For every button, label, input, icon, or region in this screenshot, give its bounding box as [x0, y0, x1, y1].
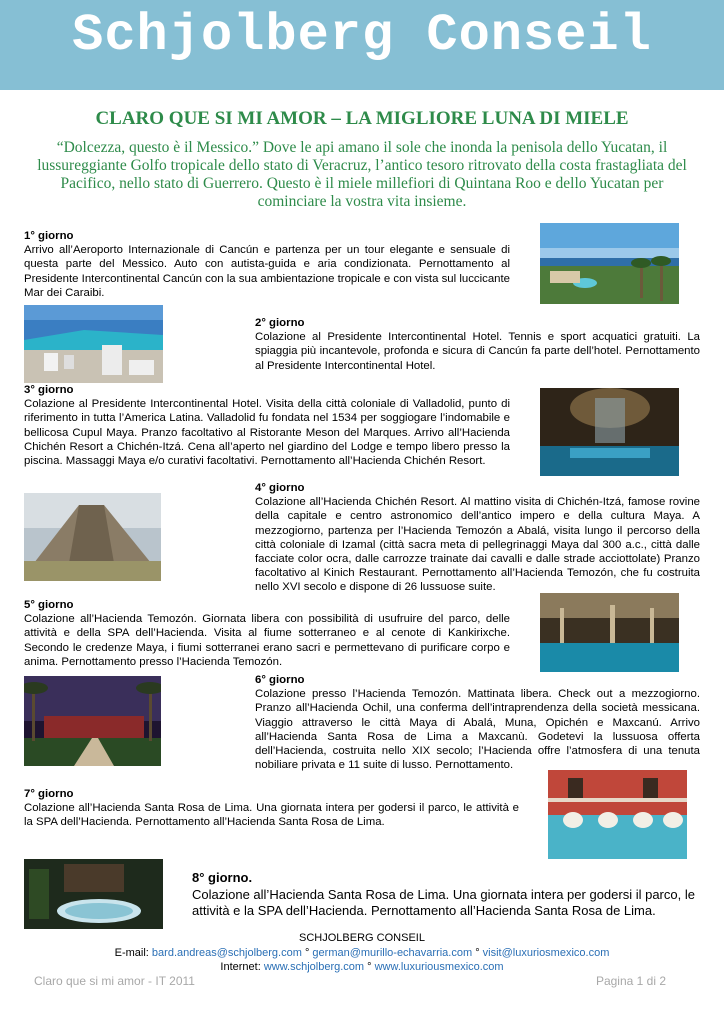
day-6 [255, 673, 700, 772]
day-1 [24, 229, 510, 300]
day-heading: 6° giorno [255, 674, 305, 686]
day-text: Colazione presso l’Hacienda Temozón. Mattinata libera. Check out a mezzogiorno. Pranzo all’Hacienda Ochil, una conferma dell’intraprendenza della società messicana. Viaggio attraverso le città Maya di Abalá, Muna, Opichén e Maxcanú. Arrivo all’Hacienda Santa Rosa de Lima a Maxcanù. Godetevi la lussuosa offerta dell’Hacienda, costruita nello XIX secolo; l’Hacienda offre l’atmosfera di una tenuta nobiliare privata e 11 suite di lusso. Pernottamento. [255, 688, 700, 772]
photo-chichen-itza-pyramid [24, 493, 161, 581]
separator: ° [475, 947, 480, 959]
photo-underground-cenote [540, 593, 679, 672]
day-heading: 2° giorno [255, 317, 305, 329]
email-link-bard[interactable]: bard.andreas@schjolberg.com [151, 947, 302, 959]
separator: ° [304, 947, 310, 959]
web-link-schjolberg[interactable]: www.schjolberg.com [263, 961, 365, 973]
document-title: CLARO QUE SI MI AMOR – LA MIGLIORE LUNA DI MIELE [95, 108, 629, 129]
header-banner [0, 0, 724, 90]
day-5 [24, 598, 510, 669]
intro-paragraph: “Dolcezza, questo è il Messico.” Dove le api amano il sole che inonda la penisola dello Yucatan, il lussureggiante Golfo tropicale dello stato di Veracruz, l’antico tesoro ritrovato della costa frastagliata del Pacifico, nello stato di Guerrero. Questo è il miele millefiori di Quintana Roo e dello Yucatan per cominciare la vostra vita insieme. [37, 139, 687, 210]
footer-internet-line [0, 961, 724, 973]
day-8 [192, 870, 702, 920]
web-link-luxuriousmexico[interactable]: www.luxuriousmexico.com [374, 961, 504, 973]
internet-label: Internet: [220, 961, 261, 973]
footer-email-line [0, 947, 724, 959]
photo-cancun-hotel-zone [24, 305, 163, 383]
day-heading: 8° giorno. [192, 870, 253, 885]
day-text: Colazione all’Hacienda Temozón. Giornata libera con possibilità di usufruire del parco, delle attività e della SPA dell’Hacienda. Visita al fiume sotterraneo e al cenote di Kankirixche. Secondo le credenze Maya, i fiumi sotterranei erano sacri e permettevano di purificare corpo e anima. Pernottamento presso l’Hacienda Temozón. [24, 613, 510, 668]
photo-hacienda-pool [548, 770, 687, 859]
day-heading: 4° giorno [255, 482, 305, 494]
day-text: Colazione all’Hacienda Chichén Resort. Al mattino visita di Chichén-Itzá, famose rovine della capitale e centro astronomico dell’antico impero e della cultura Maya. A mezzogiorno, partenza per l’Hacienda Temozón a Abalá, visita lungo il percorso della città coloniale di Izamal (città sacra meta di pellegrinaggi Maya dal 300 a.c., città dalle facciate color ocra, dalle carrozze trainate dai cavalli e dalle strade acciottolate) Pranzo facoltativo al Kinich Restaurant. Pernottamento all’Hacienda Temozón, che fu costruita nello XVI secolo e dispone di 26 lussuose suite. [255, 496, 700, 594]
day-4 [255, 481, 700, 595]
footer-page-number: Pagina 1 di 2 [595, 974, 666, 988]
day-heading: 1° giorno [24, 230, 74, 242]
day-text: Colazione al Presidente Intercontinental Hotel. Tennis e sport acquatici gratuiti. La spiaggia più incantevole, profonda e sicura di Cancún fa parte dell’hotel. Pernottamento al Presidente Intercontinental Hotel. [255, 331, 700, 372]
email-link-visit[interactable]: visit@luxuriosmexico.com [482, 947, 610, 959]
photo-hacienda-garden [24, 676, 161, 766]
day-text: Colazione all’Hacienda Santa Rosa de Lima. Una giornata intera per godersi il parco, le attività e la SPA dell’Hacienda. Pernottamento all’Hacienda Santa Rosa de Lima. [192, 886, 695, 918]
separator: ° [367, 961, 372, 973]
day-text: Arrivo all’Aeroporto Internazionale di Cancún e partenza per un tour elegante e sensuale di questa parte del Messico. Auto con autista-guida e aria condizionata. Pernottamento al Presidente Intercontinental Cancún con la sua ambientazione tropicale e con vista sul luccicante Mar dei Caraibi. [24, 244, 510, 299]
footer-document-ref: Claro que si mi amor - IT 2011 [34, 974, 195, 988]
day-heading: 7° giorno [24, 788, 74, 800]
day-text: Colazione all’Hacienda Santa Rosa de Lima. Una giornata intera per godersi il parco, le attività e la SPA dell’Hacienda. Pernottamento all’Hacienda Santa Rosa de Lima. [24, 802, 519, 829]
photo-spa-jacuzzi [24, 859, 163, 929]
photo-beach-resort [540, 223, 679, 304]
footer-company: SCHJOLBERG CONSEIL [299, 932, 425, 944]
photo-cenote-cave [540, 388, 679, 476]
day-heading: 5° giorno [24, 599, 74, 611]
day-2 [255, 316, 700, 373]
day-text: Colazione al Presidente Intercontinental Hotel. Visita della città coloniale di Valladolid, punto di riferimento in tutta l’America Latina. Valladolid fu fondata nel 1534 per soggiogare l’indomabile e bellicosa Cupul Maya. Pranzo facoltativo al Ristorante Meson del Marques. Arrivo all’Hacienda Chichén Resort a Chichén-Itzá. Cena all’aperto nel giardino del Lodge e tempo libero presso la piscina. Massaggi Maya e/o curativi facoltativi. Pernottamento all’Hacienda Chichén Resort. [24, 398, 510, 468]
brand-title: Schjolberg Conseil [72, 6, 652, 65]
email-label: E-mail: [114, 947, 149, 959]
day-7 [24, 787, 519, 830]
email-link-german[interactable]: german@murillo-echavarria.com [312, 947, 473, 959]
day-3 [24, 383, 510, 468]
day-heading: 3° giorno [24, 384, 74, 396]
